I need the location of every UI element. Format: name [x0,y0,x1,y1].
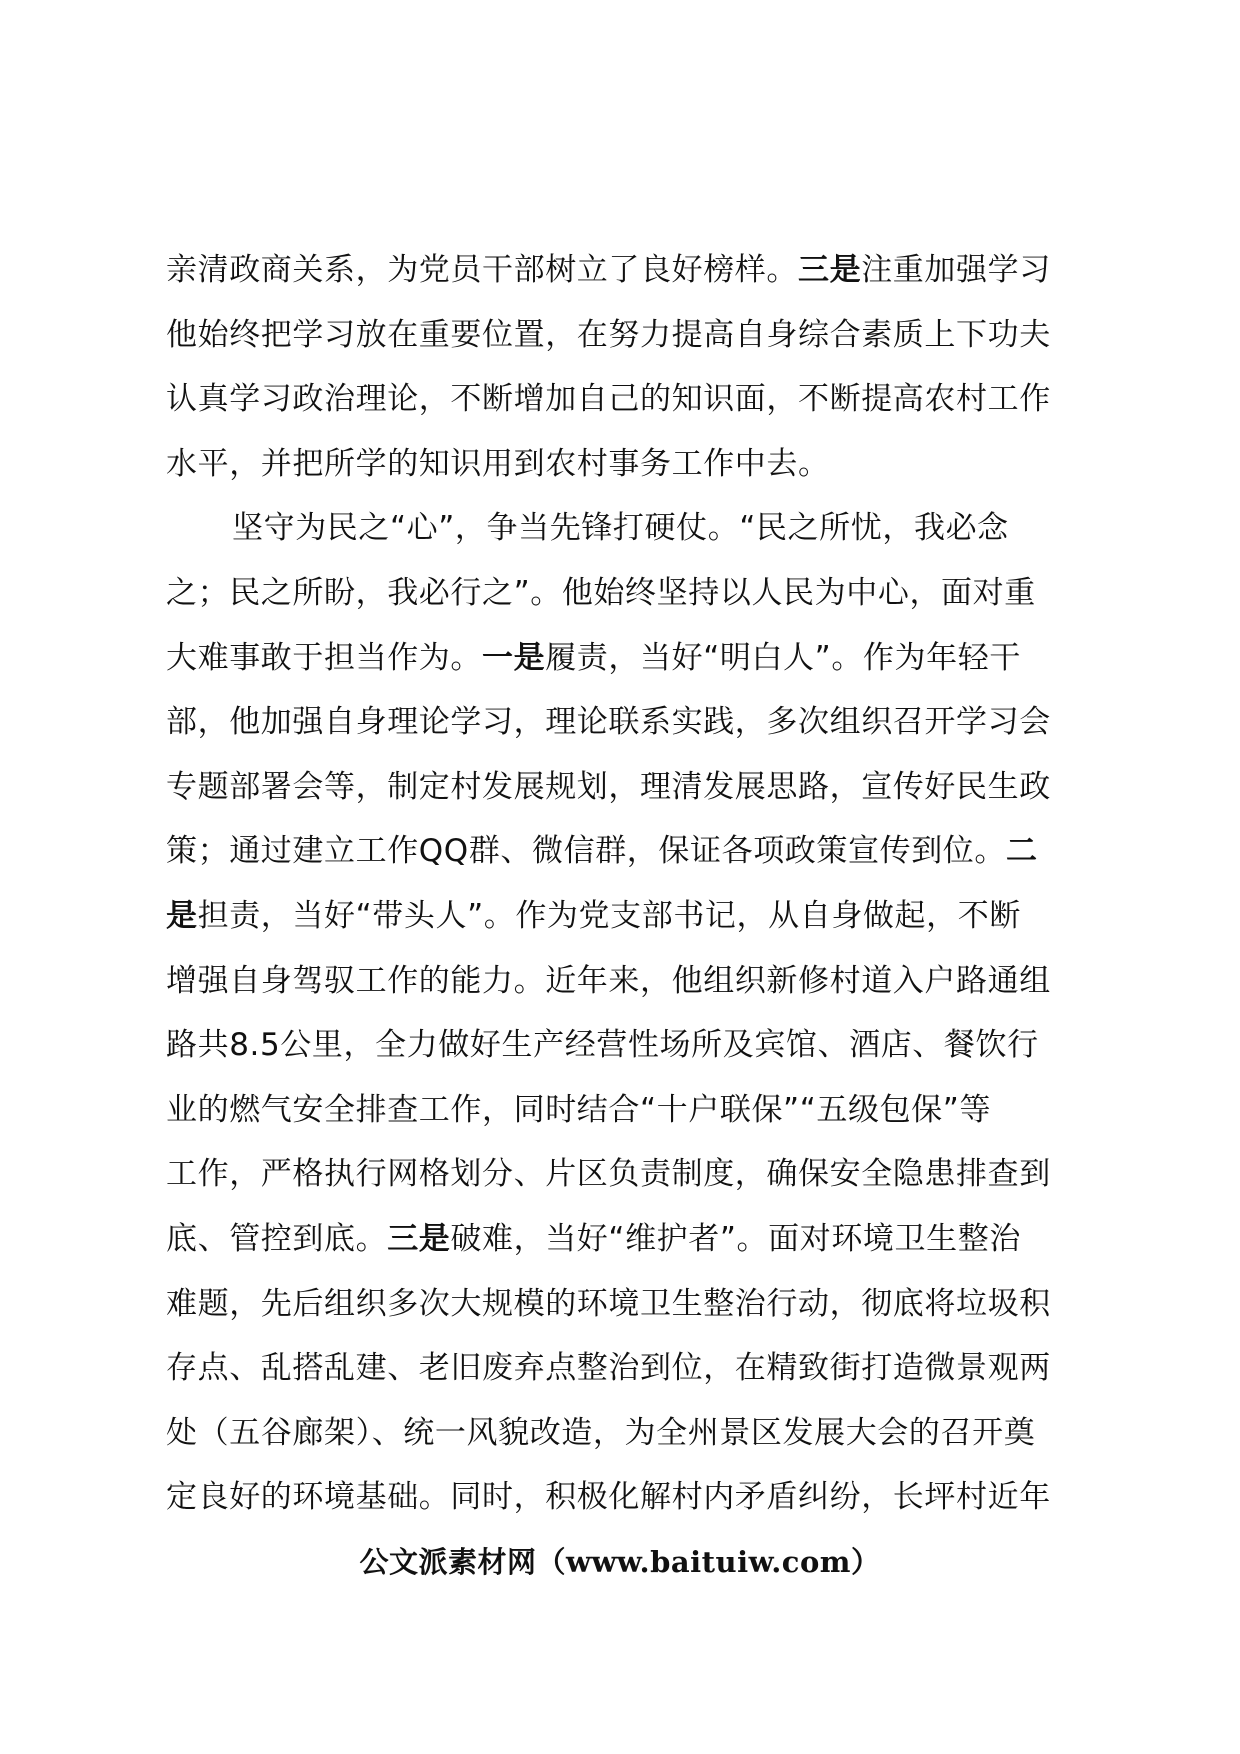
text-segment: 底、管控到底。 [166,1220,388,1257]
text-segment: 部，他加强自身理论学习，理论联系实践，多次组织召开学习会 [166,704,1051,741]
text-segment: 破难，当好“维护者”。面对环境卫生整治 [450,1220,1021,1257]
text-line [166,1272,1096,1337]
text-segment: 策；通过建立工作QQ群、微信群，保证各项政策宣传到位。 [166,833,1006,870]
text-segment: 坚守为民之“心”，争当先锋打硬仗。“民之所忧，我必念 [232,510,1009,547]
bold-marker: 三是 [798,252,862,288]
text-segment: 业的燃气安全排查工作，同时结合“十户联保”“五级包保”等 [166,1091,992,1128]
text-line [166,561,1096,626]
text-segment: 履责，当好“明白人”。作为年轻干 [545,639,1021,676]
text-line [166,1336,1096,1401]
bold-marker: 二 [1006,833,1038,870]
text-segment: 担责，当好“带头人”。作为党支部书记，从自身做起，不断 [197,897,1021,934]
text-segment: 增强自身驾驭工作的能力。近年来，他组织新修村道入户路通组 [166,962,1051,999]
text-line [166,1465,1096,1530]
text-segment: 路共8.5公里，全力做好生产经营性场所及宾馆、酒店、餐饮行 [166,1027,1039,1064]
footer-watermark: 公文派素材网（www.baituiw.com） [359,1545,881,1579]
text-segment: 存点、乱搭乱建、老旧废弃点整治到位，在精致街打造微景观两 [166,1350,1051,1387]
text-segment: 水平，并把所学的知识用到农村事务工作中去。 [166,445,830,482]
text-line [166,755,1096,820]
text-segment: 注重加强学习 [861,252,1051,288]
text-line [166,626,1096,691]
body-text [166,238,1096,1530]
text-line [166,949,1096,1014]
text-segment: 专题部署会等，制定村发展规划，理清发展思路，宣传好民生政 [166,768,1051,805]
text-line [166,884,1096,949]
text-segment: 他始终把学习放在重要位置，在努力提高自身综合素质上下功夫 [166,316,1051,353]
text-line [166,432,1096,497]
text-segment: 亲清政商关系，为党员干部树立了良好榜样。 [166,252,798,288]
text-line [166,367,1096,432]
text-line [166,1013,1096,1078]
text-line [166,1142,1096,1207]
text-segment: 定良好的环境基础。同时，积极化解村内矛盾纠纷，长坪村近年 [166,1479,1051,1516]
bold-marker: 一是 [482,639,546,676]
text-line [166,1207,1096,1272]
text-line [166,690,1096,755]
text-segment: 处（五谷廊架）、统一风貌改造，为全州景区发展大会的召开奠 [166,1414,1036,1451]
bold-marker: 三是 [387,1220,451,1257]
text-line [166,238,1096,303]
text-segment: 难题，先后组织多次大规模的环境卫生整治行动，彻底将垃圾积 [166,1285,1051,1322]
text-line [166,303,1096,368]
text-segment: 工作，严格执行网格划分、片区负责制度，确保安全隐患排查到 [166,1156,1051,1193]
text-segment: 认真学习政治理论，不断增加自己的知识面，不断提高农村工作 [166,381,1051,418]
bold-marker: 是 [166,897,198,934]
text-segment: 之；民之所盼，我必行之”。他始终坚持以人民为中心，面对重 [166,574,1036,611]
text-line [166,1078,1096,1143]
text-line [166,819,1096,884]
text-segment: 大难事敢于担当作为。 [166,639,482,676]
text-line [166,1401,1096,1466]
text-line [166,496,1096,561]
